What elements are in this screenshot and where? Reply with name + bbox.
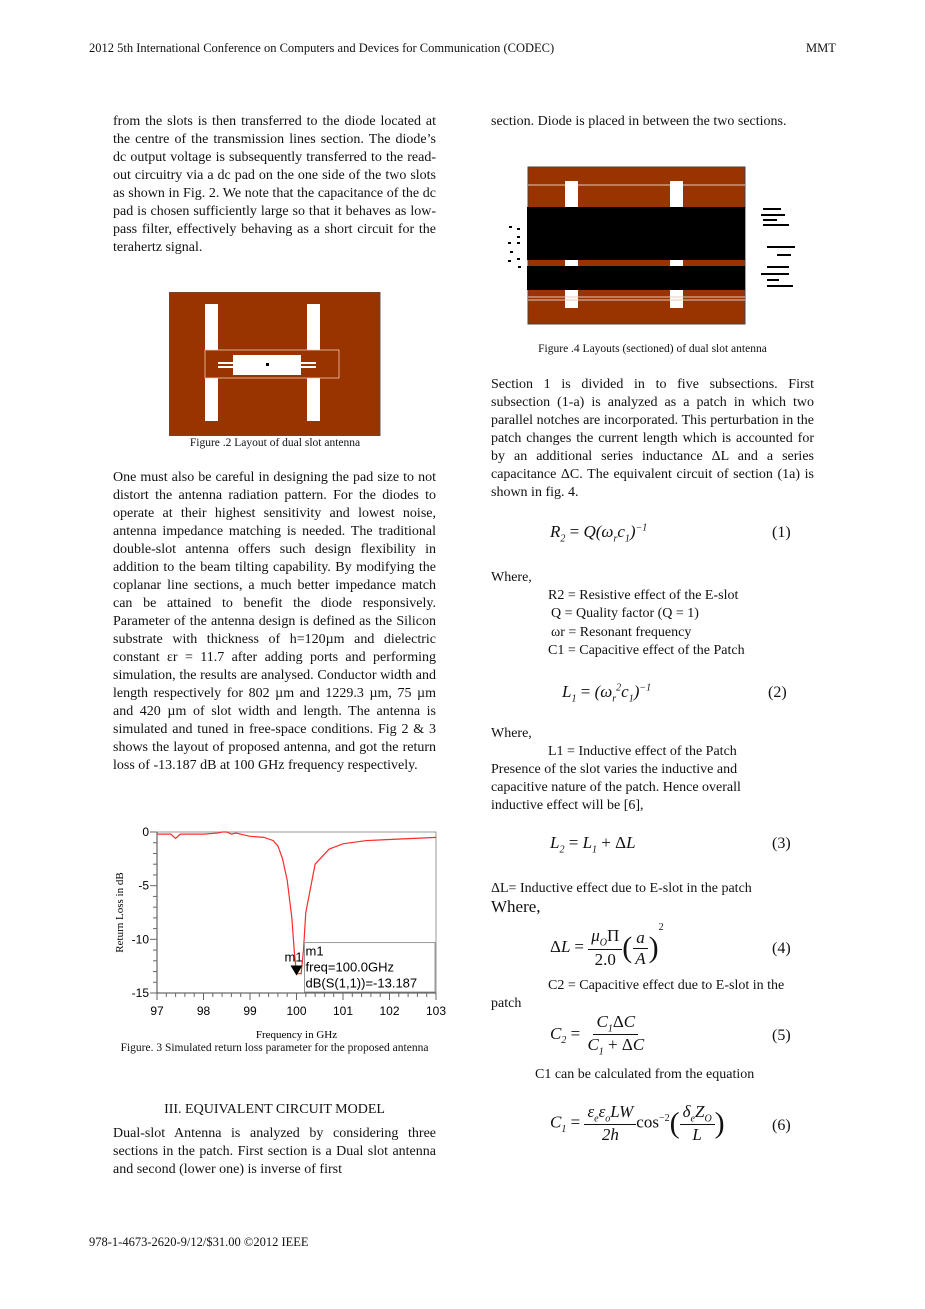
section-heading: III. EQUIVALENT CIRCUIT MODEL <box>164 1102 385 1117</box>
equation-1: $R_2 = Q(\omega_rc_1)^{-1}$ <box>550 522 648 545</box>
equation-2: $L_1 = (\omega_r^2c_1)^{-1}$ <box>562 682 652 705</box>
x-tick-label: 97 <box>150 1004 164 1018</box>
definition-l1: L1 = Inductive effect of the Patch <box>548 744 737 759</box>
marker-label: m1 <box>284 949 303 965</box>
definition-c2-continued: patch <box>491 996 522 1011</box>
left-paragraph-2: One must also be careful in designing the pad size to not distort the antenna radiation pattern. For the diodes to operate at their highest sensitivity and lowest noise, antenna impedance matching is needed. The traditional double-slot antenna offers such design flexibility in addition to the beam tilting capability. By modifying the coplanar line sections, a much better impedance match can be attained to benefit the diode responsively. Parameter of the antenna design is defined as the Silicon substrate with thickness of h=120µm and dielectric constant εr = 11.7 after adding ports and performing simulation, the results are analysed. Conductor width and length respectively for 802 µm and 1229.3 µm, 75 µm and 420 µm of slot width and length. The antenna is simulated and tuned in free-space conditions. Fig 2 & 3 shows the layout of proposed antenna, and got the return loss of -13.187 dB at 100 GHz frequency respectively. <box>113 470 436 773</box>
x-tick-label: 100 <box>286 1004 307 1018</box>
equation-1-number: (1) <box>772 524 791 541</box>
definition-q: Q = Quality factor (Q = 1) <box>551 606 699 621</box>
right-paragraph-1: section. Diode is placed in between the two sections. <box>491 114 787 129</box>
marker-readout-line: freq=100.0GHz <box>305 959 395 975</box>
where-label-2: Where, <box>491 726 532 741</box>
figure-4-caption: Figure .4 Layouts (sectioned) of dual slot antenna <box>538 343 767 355</box>
figure-3-caption: Figure. 3 Simulated return loss parameter for the proposed antenna <box>120 1042 429 1054</box>
equation-5-number: (5) <box>772 1027 791 1044</box>
y-tick-label: -5 <box>138 878 149 893</box>
x-tick-label: 99 <box>243 1004 257 1018</box>
y-axis-title: Return Loss in dB <box>114 872 126 953</box>
x-tick-label: 101 <box>332 1004 354 1018</box>
x-tick-label: 102 <box>379 1004 400 1018</box>
header-track: MMT <box>806 41 836 55</box>
left-paragraph-1: from the slots is then transferred to the diode located at the centre of the transmission lines section. The diode’s dc output voltage is subsequently transferred to the read-out circuitry via a dc pad on the one side of the two slots as shown in Fig. 2. We note that the capacitance of the dc pad is chosen sufficiently large so that it behaves as low-pass filter, effectively behaving as a short circuit for the terahertz signal. <box>113 114 436 255</box>
where-label-3: Where, <box>491 897 541 916</box>
definition-c1: C1 = Capacitive effect of the Patch <box>548 643 745 658</box>
equation-4-number: (4) <box>772 940 791 957</box>
right-paragraph-3: Presence of the slot varies the inductive and capacitive nature of the patch. Hence overall inductive effect will be [6], <box>491 762 741 813</box>
figure-4-layout <box>505 166 810 326</box>
left-paragraph-3: Dual-slot Antenna is analyzed by considering three sections in the patch. First section is a Dual slot antenna and second (lower one) is inverse of first <box>113 1126 436 1177</box>
footer-copyright: 978-1-4673-2620-9/12/$31.00 ©2012 IEEE <box>89 1235 309 1249</box>
marker-readout-line: dB(S(1,1))=-13.187 <box>305 975 418 991</box>
definition-omega: ωr = Resonant frequency <box>551 625 692 640</box>
y-tick-label: 0 <box>142 825 149 839</box>
y-tick-label: -10 <box>131 932 149 947</box>
definition-r2: R2 = Resistive effect of the E-slot <box>548 588 739 603</box>
x-axis-title: Frequency in GHz <box>255 1029 338 1041</box>
where-label: Where, <box>491 570 532 585</box>
equation-6-number: (6) <box>772 1117 791 1134</box>
right-paragraph-2: Section 1 is divided in to five subsections. First subsection (1-a) is analyzed as a patch in which two parallel notches are incorporated. This perturbation in the patch changes the current length which is accounted for by an additional series inductance ΔL and a series capacitance ΔC. The equivalent circuit of section (1a) is shown in fig. 4. <box>491 377 814 500</box>
x-tick-label: 103 <box>425 1004 447 1018</box>
equation-2-number: (2) <box>768 684 787 701</box>
y-tick-label: -15 <box>131 986 149 1000</box>
x-tick-label: 98 <box>196 1004 211 1018</box>
definition-c1-equation: C1 can be calculated from the equation <box>535 1067 755 1082</box>
definition-delta-l: ΔL= Inductive effect due to E-slot in the patch <box>491 881 752 896</box>
equation-3-number: (3) <box>772 835 791 852</box>
equation-3: $L_2 = L_1 + \Delta L$ <box>550 833 636 856</box>
definition-c2: C2 = Capacitive effect due to E-slot in the <box>548 978 785 993</box>
running-header: 2012 5th International Conference on Computers and Devices for Communication (CODEC) <box>89 41 555 55</box>
equation-5: $C_2$ = $\frac{C_1\Delta C}{C_1 + \Delta C}$ <box>550 1012 645 1058</box>
figure-2-caption: Figure .2 Layout of dual slot antenna <box>189 437 361 449</box>
figure-2-layout <box>169 292 381 436</box>
marker-readout-line: m1 <box>305 943 324 959</box>
figure-3-chart <box>105 822 450 1047</box>
equation-4: ΔL = $\frac{\mu_O\Pi}{2.0}$ ( $\frac{a}{A}$ )$^2$ <box>550 922 664 969</box>
equation-6: $C_1$ = $\frac{\varepsilon_e\varepsilon_oLW}{2h}$ $\cos^{-2}$( $\frac{\delta_eZ_O}{L}$ ) <box>550 1102 725 1145</box>
